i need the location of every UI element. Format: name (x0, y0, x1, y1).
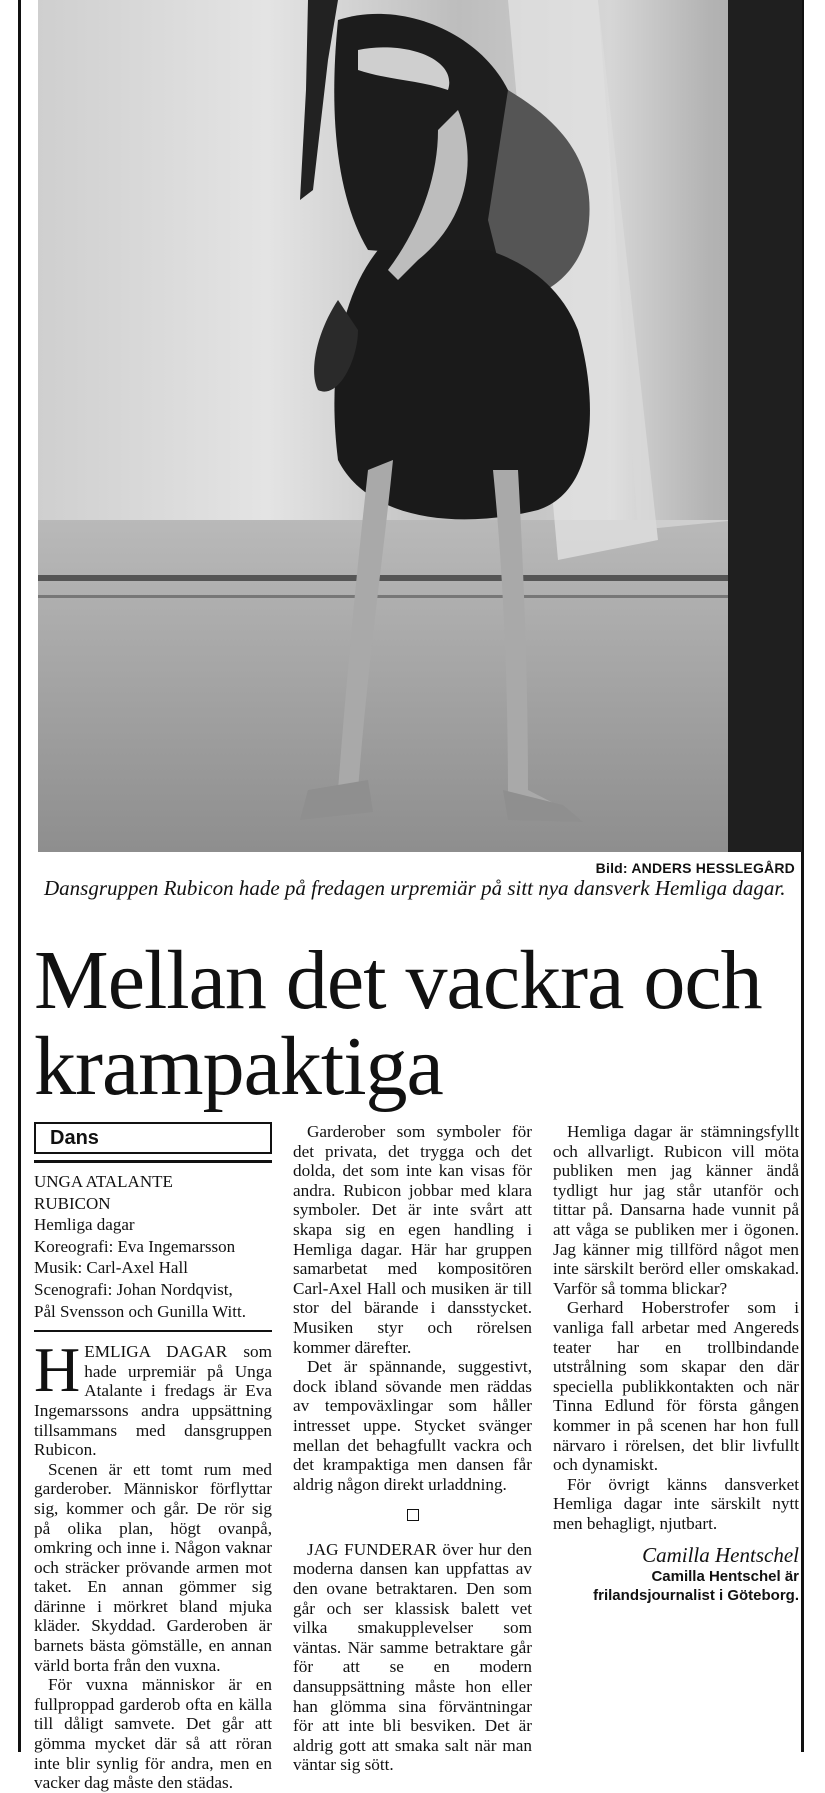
byline-bio: Camilla Hentschel är frilandsjournalist i Göteborg. (593, 1568, 799, 1605)
byline-name: Camilla Hentschel (642, 1543, 799, 1568)
paragraph: Det är spännande, suggestivt, dock ibland sövande men räddas av tempoväxlingar som håller intresset uppe. Stycket svänger mellan det behagfullt vackra och det krampaktiga men dansen får aldrig någon direkt urladdning. (293, 1357, 532, 1494)
credit-line: RUBICON (34, 1193, 111, 1213)
credit-line: Musik: Carl-Axel Hall (34, 1258, 188, 1278)
credit-line: Pål Svensson och Gunilla Witt. (34, 1301, 246, 1321)
photo-credit: Bild: ANDERS HESSLEGÅRD (595, 860, 795, 876)
paragraph: Scenen är ett tomt rum med garderober. Människor förflyttar sig, kommer och går. De rör sig på olika plan, högt ovanpå, omkring och inne i. Någon vaknar och sträcker prövande armen mot taket. En annan gömmer sig därinne i mörkret bland mjuka kläder. Skyddad. Garderoben är barnets bästa gömställe, en annan värld borta från den vuxna. (34, 1459, 272, 1675)
lead-paragraph (34, 1334, 272, 1460)
drop-cap: H (34, 1334, 81, 1406)
section-separator (293, 1506, 532, 1526)
paragraph: För övrigt känns dansverket Hemliga dagar inte särskilt nytt men behagligt, njutbart. (553, 1474, 799, 1533)
paragraph: JAG FUNDERAR över hur den moderna dansen kan uppfattas av den ovane betraktaren. Den som går och ser klassisk balett vet vilka smakupplevelser som väntas. När samme betraktare går för att se en modern dansuppsättning måste hon eller han glömma sina förväntningar för att inte bli besviken. Det är aldrig gott att smaka salt när man väntar sig sött. (293, 1539, 532, 1775)
paragraph: Garderober som symboler för det privata, det trygga och det dolda, det som inte kan visas för andra. Rubicon jobbar med klara symboler. Det är inte svårt att skapa sig en egen handling i Hemliga dagar. Här har gruppen samarbetat med kompositören Carl-Axel Hall och musiken är till stor del bärande i dansstycket. Musiken styr och rörelsen kommer därefter. (293, 1122, 532, 1357)
paragraph: Gerhard Hoberstrofer som i vanliga fall arbetar med Angereds teater har en trollbindande utstrålning som skapar den där speciella publikkontakten och när Tinna Edlund för första gången kommer in på scenen har hon full närvaro i rörelsen, det blir livfullt och dynamiskt. (553, 1298, 799, 1475)
dance-photo (38, 0, 802, 852)
headline: Mellan det vackra och krampaktiga (34, 934, 762, 1113)
credit-line: Koreografi: Eva Ingemarsson (34, 1236, 236, 1256)
paragraph: För vuxna människor är en fullproppad garderob ofta en källa till dåligt samvete. Det går att gömma mycket där så att röran inte blir synlig för andra, men en vacker dag måste den städas. (34, 1675, 272, 1793)
dancers-illustration (38, 0, 802, 852)
credits-rule (34, 1330, 272, 1332)
paragraph: Hemliga dagar är stämningsfyllt och allvarligt. Rubicon vill möta publiken men jag känner ändå tydligt hur jag står utanför och tittar på. Dansarna hade vunnit på att våga se publiken mer i ögonen. Jag känner mig tillförd något men inte särskilt berörd eller omskakad. Varför så tomma blickar? (553, 1122, 799, 1298)
square-icon (407, 1509, 419, 1521)
production-credits (34, 1171, 272, 1322)
section-rule (34, 1160, 272, 1163)
column-1 (34, 1122, 272, 1793)
lead-text: EMLIGA DAGAR som hade urpremiär på Unga Atalante i fredags är Eva Ingemarssons andra uppsättning tillsammans med dansgruppen Rubicon. (34, 1342, 272, 1460)
section-label: Dans (34, 1122, 272, 1154)
column-2 (293, 1122, 532, 1775)
credit-line: UNGA ATALANTE (34, 1172, 173, 1191)
credit-line: Hemliga dagar (34, 1215, 135, 1235)
column-3 (553, 1122, 799, 1605)
credit-line: Scenografi: Johan Nordqvist, (34, 1279, 233, 1299)
photo-caption: Dansgruppen Rubicon hade på fredagen urpremiär på sitt nya dansverk Hemliga dagar. (44, 876, 786, 900)
